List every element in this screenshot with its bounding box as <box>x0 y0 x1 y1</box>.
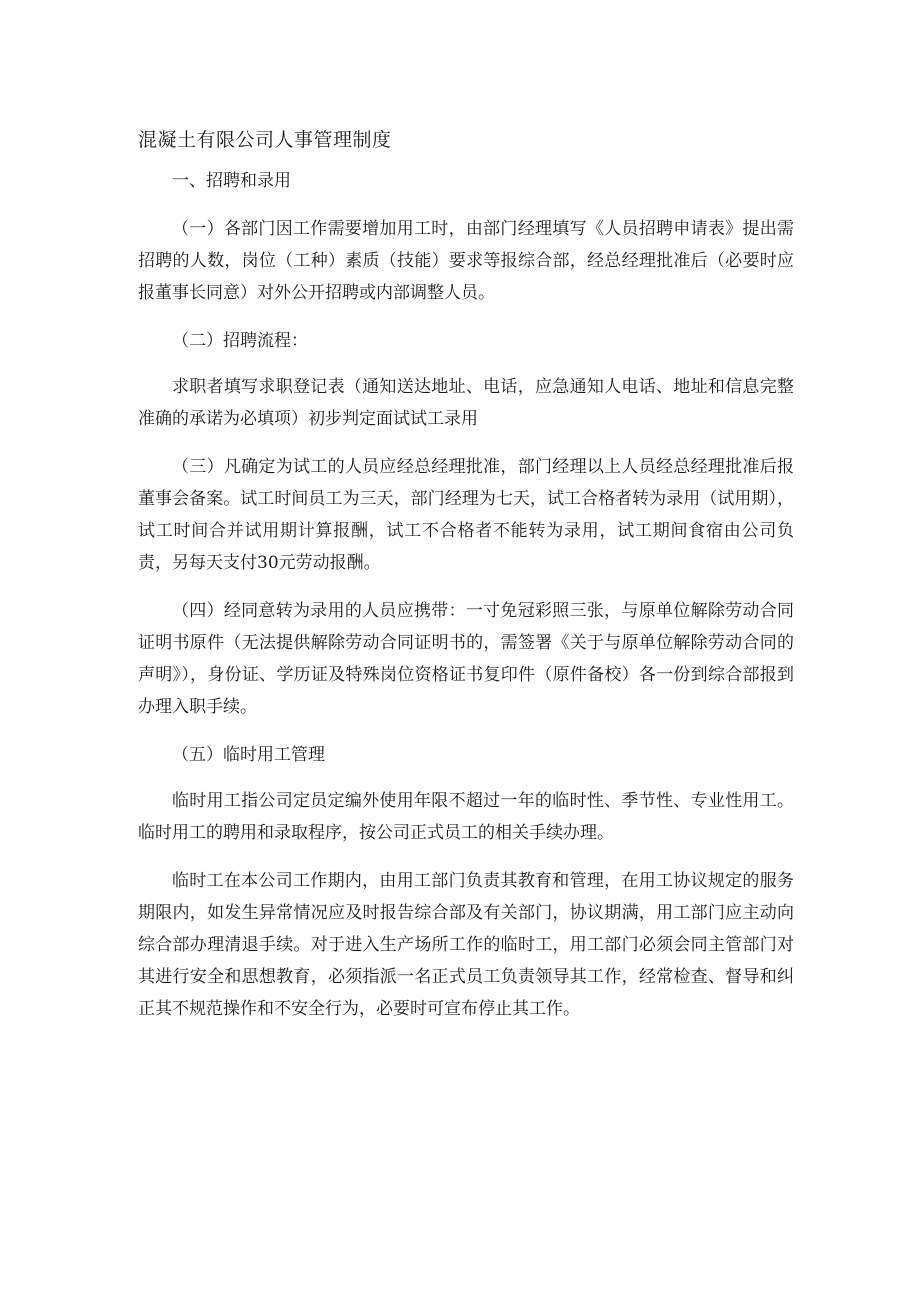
document-body <box>138 122 794 1041</box>
paragraph-recruitment-request: （一）各部门因工作需要增加用工时，由部门经理填写《人员招聘申请表》提出需招聘的人数，岗位（工种）素质（技能）要求等报综合部，经总经理批准后（必要时应报董事长同意）对外公开招聘或内部调整人员。 <box>138 219 794 303</box>
paragraph-temporary-work-definition: 临时用工指公司定员定编外使用年限不超过一年的临时性、季节性、专业性用工。临时用工的聘用和录取程序，按公司正式员工的相关手续办理。 <box>138 791 794 843</box>
paragraph-temporary-work-management: 临时工在本公司工作期内，由用工部门负责其教育和管理，在用工协议规定的服务期限内，如发生异常情况应及时报告综合部及有关部门，协议期满，用工部门应主动向综合部办理清退手续。对于进入生产场所工作的临时工，用工部门必须会同主管部门对其进行安全和思想教育，必须指派一名正式员工负责领导其工作，经常检查、督导和纠正其不规范操作和不安全行为，必要时可宣布停止其工作。 <box>138 871 794 1019</box>
document-title: 混凝土有限公司人事管理制度 <box>138 129 392 151</box>
paragraph-onboarding-documents: （四）经同意转为录用的人员应携带：一寸免冠彩照三张，与原单位解除劳动合同证明书原件（无法提供解除劳动合同证明书的，需签署《关于与原单位解除劳动合同的声明》），身份证、学历证及特殊岗位资格证书复印件（原件备校）各一份到综合部报到办理入职手续。 <box>138 601 794 717</box>
paragraph-temporary-work-heading: （五）临时用工管理 <box>172 745 325 765</box>
paragraph-trial-work: （三）凡确定为试工的人员应经总经理批准，部门经理以上人员经总经理批准后报董事会备案。试工时间员工为三天，部门经理为七天，试工合格者转为录用（试用期），试工时间合并试用期计算报酬，试工不合格者不能转为录用，试工期间食宿由公司负责，另每天支付30元劳动报酬。 <box>138 457 794 573</box>
section-heading: 一、招聘和录用 <box>172 171 291 191</box>
paragraph-recruitment-process: 求职者填写求职登记表（通知送达地址、电话，应急通知人电话、地址和信息完整准确的承诺为必填项）初步判定面试试工录用 <box>138 377 794 429</box>
paragraph-recruitment-process-heading: （二）招聘流程： <box>172 331 308 351</box>
